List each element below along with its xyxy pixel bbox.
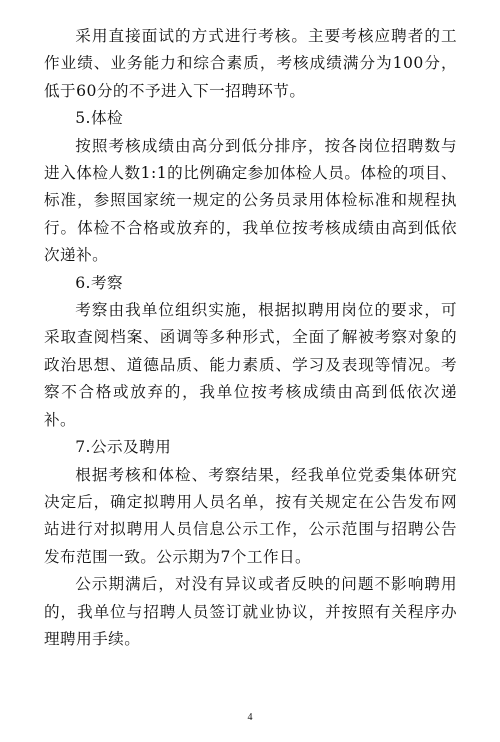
- section-heading-physical-exam: 5.体检: [75, 109, 124, 128]
- paragraph-hiring-procedure: 公示期满后，对没有异议或者反映的问题不影响聘用的，我单位与招聘人员签订就业协议，并按照有关程序办理聘用手续。: [44, 575, 457, 648]
- document-body: [44, 23, 457, 653]
- paragraph-inspection: 考察由我单位组织实施，根据拟聘用岗位的要求，可采取查阅档案、函调等多种形式，全面了解被考察对象的政治思想、道德品质、能力素质、学习及表现等情况。考察不合格或放弃的，我单位按考核成绩由高到低依次递补。: [44, 301, 457, 429]
- page-number: 4: [247, 712, 253, 723]
- paragraph-interview-assessment: 采用直接面试的方式进行考核。主要考核应聘者的工作业绩、业务能力和综合素质，考核成绩满分为100分，低于60分的不予进入下一招聘环节。: [44, 27, 457, 100]
- section-heading-inspection: 6.考察: [75, 273, 124, 292]
- paragraph-publicity: 根据考核和体检、考察结果，经我单位党委集体研究决定后，确定拟聘用人员名单，按有关规定在公告发布网站进行对拟聘用人员信息公示工作，公示范围与招聘公告发布范围一致。公示期为7个工作日。: [44, 465, 457, 566]
- section-heading-publicity-hiring: 7.公示及聘用: [75, 438, 172, 457]
- paragraph-physical-exam: 按照考核成绩由高分到低分排序，按各岗位招聘数与进入体检人数1:1的比例确定参加体检人员。体检的项目、标准，参照国家统一规定的公务员录用体检标准和规程执行。体检不合格或放弃的，我单位按考核成绩由高到低依次递补。: [44, 136, 457, 265]
